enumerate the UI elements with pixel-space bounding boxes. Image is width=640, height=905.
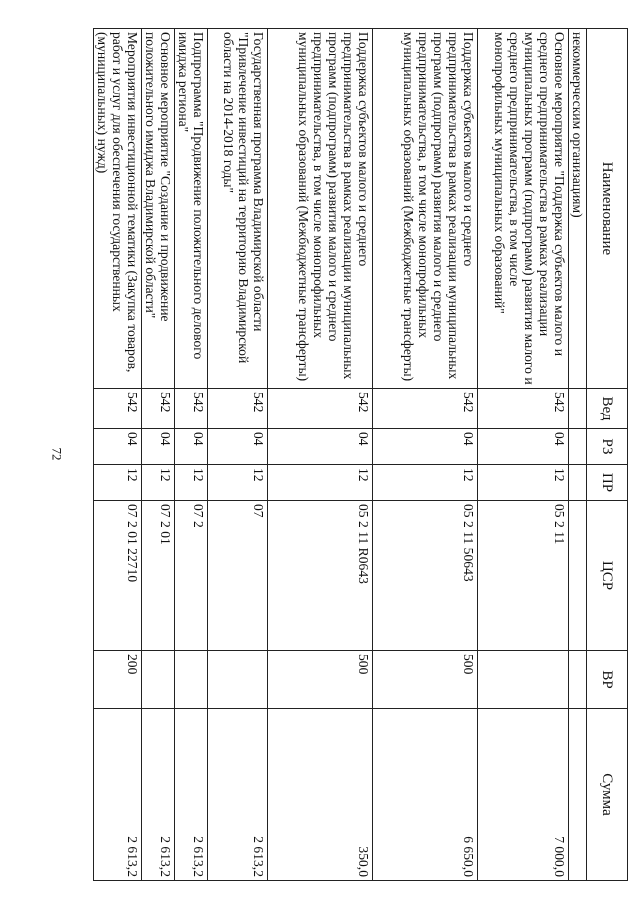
cell-ved: 542	[373, 389, 478, 429]
cell-sum: 2 613,2	[175, 709, 208, 881]
cell-pr: 12	[208, 465, 268, 501]
cell-pr: 12	[94, 465, 142, 501]
cell-csr: 07 2 01 22710	[94, 501, 142, 651]
cell-vr	[569, 651, 587, 709]
page-number: 72	[49, 447, 65, 461]
cell-sum: 350,0	[268, 709, 373, 881]
cell-rz: 04	[268, 429, 373, 465]
table-row	[208, 29, 268, 881]
cell-name: Поддержка субъектов малого и среднего предпринимательства в рамках реализации муниципальных программ (подпрограмм) развития малого и среднего предпринимательства, в том числе монопрофильных муниципальных образований (Межбюджетные трансферты)	[373, 29, 478, 389]
cell-rz: 04	[175, 429, 208, 465]
cell-rz: 04	[208, 429, 268, 465]
cell-csr	[569, 501, 587, 651]
table-row	[268, 29, 373, 881]
cell-rz: 04	[142, 429, 175, 465]
cell-ved: 542	[175, 389, 208, 429]
cell-ved: 542	[94, 389, 142, 429]
header-pr: ПР	[587, 465, 628, 501]
cell-ved: 542	[268, 389, 373, 429]
cell-ved: 542	[478, 389, 569, 429]
header-vr: ВР	[587, 651, 628, 709]
cell-vr: 200	[94, 651, 142, 709]
cell-pr: 12	[373, 465, 478, 501]
cell-name: Мероприятия инвестиционной тематики (Закупка товаров, работ и услуг для обеспечения государственных (муниципальных) нужд)	[94, 29, 142, 389]
cell-pr: 12	[142, 465, 175, 501]
cell-vr	[142, 651, 175, 709]
cell-sum: 7 000,0	[478, 709, 569, 881]
cell-name: некоммерческим организациям)	[569, 29, 587, 389]
header-name: Наименование	[587, 29, 628, 389]
cell-name: Основное мероприятие "Создание и продвижение положительного имиджа Владимирской области"	[142, 29, 175, 389]
header-csr: ЦСР	[587, 501, 628, 651]
header-rz: РЗ	[587, 429, 628, 465]
cell-pr: 12	[175, 465, 208, 501]
cell-sum: 2 613,2	[94, 709, 142, 881]
budget-table	[93, 28, 628, 881]
rotated-table-container	[95, 28, 628, 880]
cell-ved	[569, 389, 587, 429]
table-row	[373, 29, 478, 881]
cell-vr	[208, 651, 268, 709]
cell-vr	[175, 651, 208, 709]
cell-name: Государственная программа Владимирской области "Привлечение инвестиций на территорию Владимирской области на 2014-2018 годы"	[208, 29, 268, 389]
table-row	[94, 29, 142, 881]
cell-sum	[569, 709, 587, 881]
cell-rz: 04	[373, 429, 478, 465]
cell-csr: 05 2 11	[478, 501, 569, 651]
table-row	[478, 29, 569, 881]
cell-sum: 2 613,2	[142, 709, 175, 881]
header-row	[587, 29, 628, 881]
cell-rz: 04	[94, 429, 142, 465]
cell-vr: 500	[268, 651, 373, 709]
cell-sum: 6 650,0	[373, 709, 478, 881]
cell-pr	[569, 465, 587, 501]
table-row	[142, 29, 175, 881]
cell-csr: 05 2 11 R0643	[268, 501, 373, 651]
cell-vr: 500	[373, 651, 478, 709]
cell-csr: 07	[208, 501, 268, 651]
table-row	[175, 29, 208, 881]
cell-csr: 05 2 11 50643	[373, 501, 478, 651]
cell-pr: 12	[268, 465, 373, 501]
cell-name: Основное мероприятие "Поддержка субъектов малого и среднего предпринимательства в рамках реализации муниципальных программ (подпрограмм) развития малого и среднего предпринимательства, в том числе монопрофильных муниципальных образований"	[478, 29, 569, 389]
cell-ved: 542	[208, 389, 268, 429]
cell-csr: 07 2	[175, 501, 208, 651]
cell-ved: 542	[142, 389, 175, 429]
table-row	[569, 29, 587, 881]
cell-pr: 12	[478, 465, 569, 501]
cell-vr	[478, 651, 569, 709]
header-sum: Сумма	[587, 709, 628, 881]
header-ved: Вед	[587, 389, 628, 429]
cell-name: Поддержка субъектов малого и среднего предпринимательства в рамках реализации муниципальных программ (подпрограмм) развития малого и среднего предпринимательства, в том числе монопрофильных муниципальных образований (Межбюджетные трансферты)	[268, 29, 373, 389]
cell-sum: 2 613,2	[208, 709, 268, 881]
cell-rz	[569, 429, 587, 465]
cell-rz: 04	[478, 429, 569, 465]
cell-csr: 07 2 01	[142, 501, 175, 651]
cell-name: Подпрограмма "Продвижение положительного делового имиджа региона"	[175, 29, 208, 389]
